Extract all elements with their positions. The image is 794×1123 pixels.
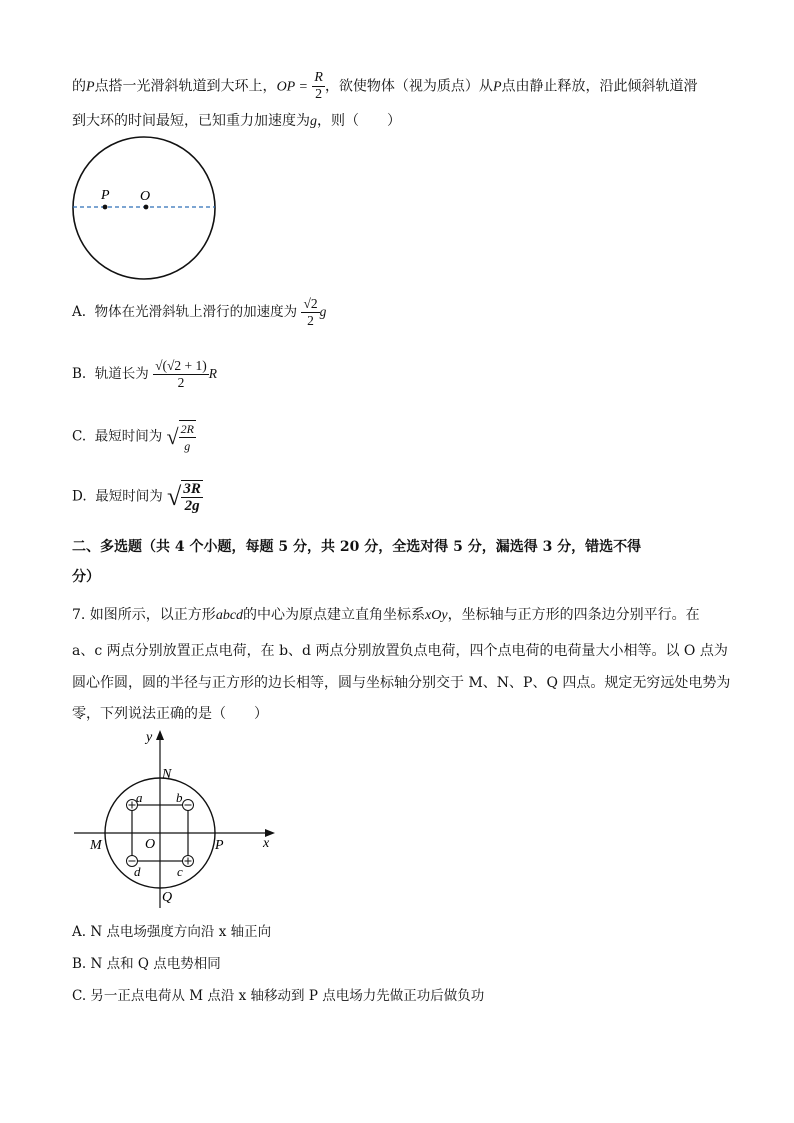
- q6-text: ，欲使物体（视为质点）从: [324, 78, 493, 95]
- var-P: P: [492, 79, 502, 95]
- label-y: y: [146, 730, 153, 745]
- label-P: P: [101, 188, 110, 203]
- q6-text: 点由静止释放，沿此倾斜轨道滑: [501, 78, 698, 95]
- q7-option-b: B. N 点和 Q 点电势相同: [72, 956, 221, 972]
- label-d: d: [134, 864, 141, 879]
- var-g: g: [310, 114, 317, 129]
- q7-coordinate-figure: [70, 726, 282, 912]
- q7-stem-line3: 圆心作圆，圆的半径与正方形的边长相等，圆与坐标轴分别交于 M、N、P、Q 四点。规定无穷远处电势为: [72, 675, 731, 691]
- q7-option-a: A. N 点电场强度方向沿 x 轴正向: [72, 924, 272, 940]
- q6-option-c: C. 最短时间为 √ $\frac{2R}{g}$: [72, 422, 194, 453]
- q6-option-d: D. 最短时间为 √ $\frac{3R}{2g}$: [72, 481, 201, 514]
- y-axis-arrow-icon: [156, 730, 164, 740]
- point-P: [103, 205, 108, 210]
- label-M: M: [90, 838, 102, 853]
- section-heading-cont: 分）: [72, 569, 100, 585]
- label-Q: Q: [162, 890, 173, 905]
- label-O: O: [145, 837, 156, 852]
- label-O: O: [140, 189, 151, 204]
- label-N: N: [162, 767, 172, 782]
- label-P: P: [215, 838, 224, 853]
- charge-c-positive-icon: [183, 856, 194, 867]
- label-c: c: [177, 864, 183, 879]
- point-O: [144, 205, 149, 210]
- label-b: b: [176, 790, 183, 805]
- label-a: a: [136, 790, 143, 805]
- q7-option-c: C. 另一正点电荷从 M 点沿 x 轴移动到 P 点电场力先做正功后做负功: [72, 988, 485, 1004]
- q6-text: 的: [72, 78, 86, 95]
- fraction-track-length: $\frac{√(√2 + 1)}{2}$: [155, 358, 207, 390]
- q7-stem-line4: 零，下列说法正确的是（ ）: [72, 706, 268, 722]
- charge-b-negative-icon: [183, 800, 194, 811]
- fraction-R-over-2: $\frac{R}{2}$: [314, 70, 323, 102]
- q7-stem-line1: 7. 如图所示，以正方形abcd的中心为原点建立直角坐标系xOy，坐标轴与正方形的四条边分别平行。在: [72, 607, 700, 623]
- q6-stem-line1: [72, 70, 698, 103]
- q6-option-b: B. 轨道长为 $\frac{√(√2 + 1)}{2}$ R: [72, 358, 218, 390]
- q6-stem-line2: 到大环的时间最短，已知重力加速度为g，则（ ）: [72, 113, 401, 129]
- var-OP: OP =: [276, 79, 308, 95]
- var-P: P: [86, 79, 95, 95]
- sqrt-2R-over-g: √ $\frac{2R}{g}$: [166, 422, 194, 453]
- q6-option-a: A. 物体在光滑斜轨上滑行的加速度为 $\frac{√2}{2}$ g: [72, 296, 327, 328]
- section-heading: 二、多选题（共 4 个小题，每题 5 分，共 20 分，全选对得 5 分，漏选得 3 分，错选不得: [72, 539, 642, 555]
- q6-text: 点搭一光滑斜轨道到大环上，: [94, 78, 277, 95]
- q7-stem-line2: a、c 两点分别放置正点电荷，在 b、d 两点分别放置负点电荷，四个点电荷的电荷量大小相等。以 O 点为: [72, 643, 728, 659]
- fraction-root2-over-2: $\frac{√2}{2}$: [303, 296, 318, 328]
- label-x: x: [263, 836, 270, 851]
- sqrt-3R-over-2g: √ $\frac{3R}{2g}$: [167, 481, 201, 514]
- q6-circle-figure: [68, 136, 220, 282]
